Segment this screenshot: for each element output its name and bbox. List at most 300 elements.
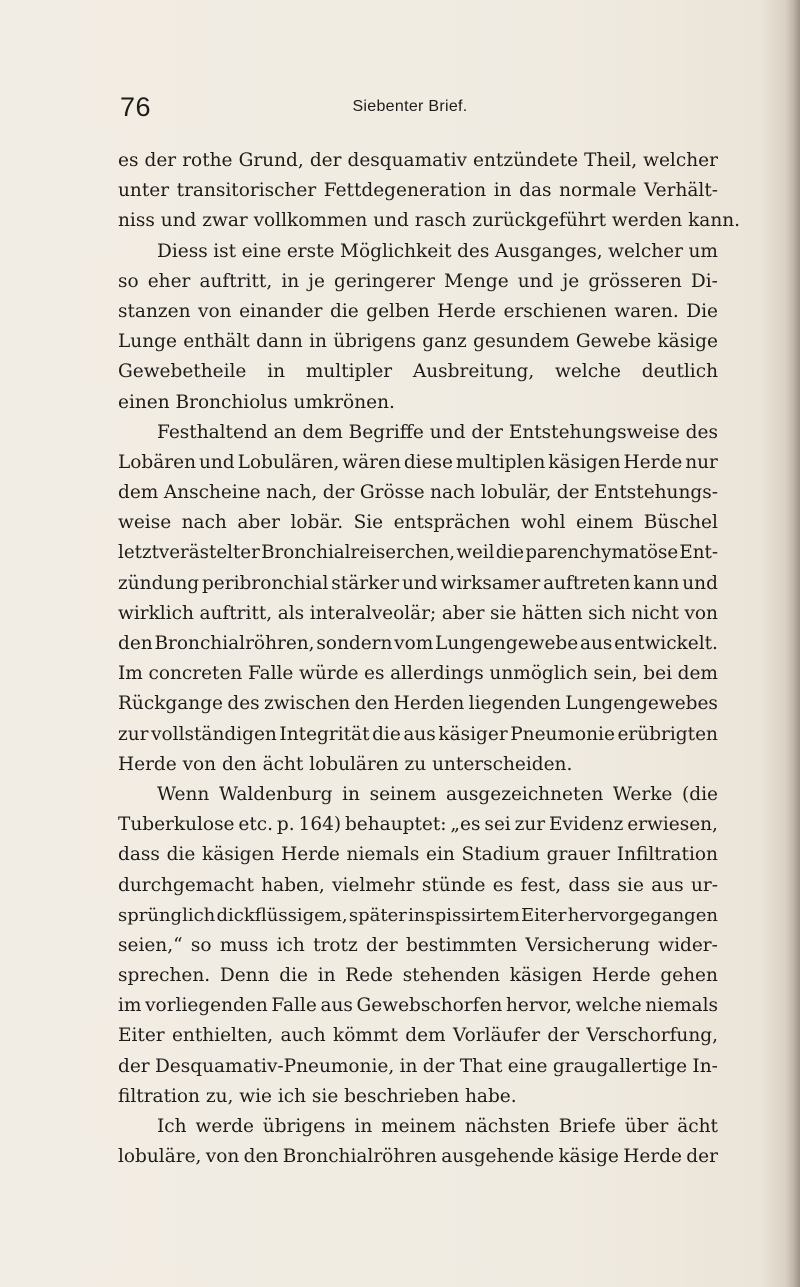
word: wider- (658, 934, 718, 956)
text-line (118, 1021, 718, 1051)
word: Lobären (118, 451, 197, 473)
word: concreten (148, 663, 243, 685)
line-text (118, 538, 718, 568)
word: der (144, 150, 177, 171)
word: die (166, 844, 196, 866)
word: Gewebe (575, 331, 652, 353)
line-text (118, 599, 718, 629)
word: sprechen. (118, 965, 211, 987)
line-text: Herde von den ächt lobulären zu unterscheiden. (118, 753, 573, 775)
line-text: filtration zu, wie ich sie beschrieben habe. (118, 1085, 517, 1107)
word: von (684, 602, 718, 624)
word: Theil, (584, 150, 638, 171)
word: das (519, 180, 552, 202)
line-text (118, 176, 718, 206)
line-text (118, 478, 718, 508)
word: Eiter (521, 904, 567, 926)
word: vielmehr (332, 874, 415, 896)
word: transitorischer (176, 180, 317, 202)
word: grauer (546, 844, 611, 866)
word: Fettdegeneration (323, 180, 487, 202)
word: Stadium (461, 844, 540, 866)
word: ausgehende (441, 1146, 555, 1168)
text-line (118, 1052, 718, 1082)
word: niemals (346, 844, 420, 866)
text-line (118, 1112, 718, 1142)
word: übrigens (333, 331, 416, 353)
word: sie (617, 874, 644, 896)
word: des (227, 693, 260, 715)
word: Infiltration (616, 844, 718, 866)
word: Rede (345, 965, 393, 987)
word: hätten (521, 602, 583, 624)
word: Anscheine (163, 482, 261, 504)
word: Ausganges, (494, 240, 603, 262)
word: wären (342, 451, 401, 473)
word: Ich (157, 1116, 187, 1137)
word: lobulär, (480, 482, 552, 504)
word: Briefe (558, 1116, 616, 1137)
word: Vorläufer (452, 1025, 541, 1047)
word: der (686, 1146, 718, 1168)
word: sei (484, 814, 511, 836)
word: weise (118, 512, 172, 534)
word: vorliegenden (145, 995, 268, 1017)
line-text (118, 508, 718, 538)
text-line (118, 780, 718, 810)
text-line (118, 991, 718, 1021)
word: entwickelt. (614, 633, 718, 654)
word: eher (147, 270, 191, 292)
word: peribronchial (201, 572, 329, 594)
word: welcher (608, 240, 683, 262)
word: in (493, 180, 512, 202)
word: Herde (591, 965, 651, 987)
word: käsige (657, 331, 718, 353)
word: übrigens (262, 1116, 346, 1137)
text-line (118, 569, 718, 599)
word: die (330, 300, 359, 322)
paragraph (118, 418, 718, 780)
word: in (317, 965, 336, 987)
word: graugallertige (552, 1055, 688, 1077)
word: nach, (266, 482, 318, 504)
line-text (118, 267, 718, 297)
word: ist (213, 240, 237, 262)
word: in (399, 1055, 418, 1077)
word: in (354, 1116, 373, 1137)
line-text (118, 991, 718, 1021)
word: einem (575, 512, 634, 534)
word: und (401, 572, 438, 594)
word: einander (239, 300, 323, 322)
word: welche (555, 361, 621, 383)
word: würde (299, 663, 359, 685)
word: vom (394, 633, 434, 654)
word: wohl (520, 512, 566, 534)
word: der (471, 421, 503, 443)
word: zur (118, 723, 149, 745)
word: aus (579, 633, 613, 654)
word: Herde (623, 451, 683, 473)
line-text (118, 357, 718, 387)
word: geringerer (334, 270, 435, 292)
body-text (118, 146, 741, 1172)
word: aber (441, 602, 485, 624)
word: lobär. (290, 512, 344, 534)
word: von (205, 1146, 240, 1168)
text-line (118, 297, 718, 327)
word: dann (256, 331, 303, 353)
word: In- (692, 1055, 718, 1077)
text-line (118, 659, 718, 689)
word: Wenn (157, 783, 210, 805)
text-line (118, 1082, 718, 1112)
word: wirklich (118, 602, 194, 624)
line-text (157, 418, 718, 448)
word: etc. (238, 814, 274, 836)
line-text (118, 1142, 718, 1172)
text-line (118, 176, 718, 206)
text-line (118, 267, 718, 297)
text-line (118, 418, 718, 448)
text-line (118, 388, 718, 418)
word: Lobulären, (237, 451, 340, 473)
word: grösseren (588, 270, 682, 292)
word: unmöglich (489, 663, 588, 685)
word: Lungengewebe (435, 633, 579, 654)
word: Lungengewebes (565, 693, 718, 715)
word: um (688, 240, 718, 262)
word: (die (682, 783, 718, 805)
word: Verhält- (644, 180, 718, 202)
word: normale (559, 180, 637, 202)
word: käsigen (202, 844, 275, 866)
word: welche (575, 995, 642, 1017)
word: in (267, 361, 286, 383)
word: parenchymatöse (525, 542, 679, 564)
word: Ent- (679, 542, 718, 564)
word: käsigen (548, 451, 621, 473)
word: 164) (298, 814, 342, 836)
word: trotz (313, 934, 358, 956)
line-text (118, 1052, 718, 1082)
word: meinem (381, 1116, 456, 1137)
word: erwiesen, (627, 814, 718, 836)
word: bei (643, 663, 672, 685)
word: Ausbreitung, (412, 361, 535, 383)
word: die (372, 723, 401, 745)
word: bestimmten (405, 934, 518, 956)
word: es (118, 150, 139, 171)
word: Festhaltend (157, 421, 268, 443)
word: zwischen (264, 693, 351, 715)
word: Lunge (118, 331, 177, 353)
line-text: einen Bronchiolus umkrönen. (118, 391, 395, 413)
word: haben, (261, 874, 325, 896)
line-text (118, 901, 718, 931)
page-number: 76 (120, 92, 152, 122)
word: zur (514, 814, 546, 836)
line-text (118, 146, 718, 176)
word: seien,“ (118, 934, 183, 956)
text-line (118, 357, 718, 387)
line-text (118, 629, 718, 659)
word: der (556, 482, 589, 504)
word: vollständigen (151, 723, 277, 745)
word: Denn (219, 965, 270, 987)
word: waren. (614, 300, 679, 322)
word: niemals (645, 995, 718, 1017)
word: dass (118, 844, 160, 866)
word: der (547, 1025, 580, 1047)
text-line (118, 146, 718, 176)
word: Di- (690, 270, 718, 292)
word: multipler (305, 361, 393, 383)
word: ächt (677, 1116, 718, 1137)
word: Werke (612, 783, 673, 805)
text-line (118, 720, 718, 750)
word: welcher (643, 150, 718, 171)
word: Bronchialreiserchen, (261, 542, 456, 564)
line-text (118, 659, 718, 689)
word: gehen (660, 965, 718, 987)
word: aber (237, 512, 280, 534)
word: käsigen (509, 965, 583, 987)
word: stanzen (118, 300, 191, 322)
word: eine (241, 240, 282, 262)
word: Rückgange (118, 693, 223, 715)
line-text (118, 569, 718, 599)
word: wirksamer (440, 572, 541, 594)
word: in (281, 270, 300, 292)
word: Herde (623, 1146, 682, 1168)
text-line (118, 961, 718, 991)
line-text (157, 237, 718, 267)
line-text (118, 810, 718, 840)
word: und (517, 270, 554, 292)
line-text (118, 327, 718, 357)
word: die (279, 965, 308, 987)
word: stärker (331, 572, 400, 594)
word: nächsten (464, 1116, 550, 1137)
page-edge-shadow (786, 0, 800, 1287)
word: die (495, 542, 525, 564)
word: sich (588, 602, 626, 624)
word: je (308, 270, 325, 292)
text-line (118, 901, 718, 931)
word: der (322, 482, 355, 504)
word: erste (286, 240, 335, 262)
word: der (366, 934, 398, 956)
word: gelben (366, 300, 430, 322)
word: allerdings (390, 663, 484, 685)
word: Eiter (118, 1025, 165, 1047)
word: rothe (182, 150, 233, 171)
word: Entstehungs- (593, 482, 718, 504)
word: käsige (558, 1146, 619, 1168)
word: deutlich (641, 361, 718, 383)
page-header (120, 92, 700, 132)
text-line (118, 599, 718, 629)
word: Integrität (279, 723, 370, 745)
word: Verschorfung, (586, 1025, 718, 1047)
word: Entstehungsweise (508, 421, 680, 443)
word: Gewebetheile (118, 361, 247, 383)
text-line (118, 750, 718, 780)
text-line (118, 237, 718, 267)
text-line (118, 478, 718, 508)
word: in (342, 783, 360, 805)
word: und (429, 421, 466, 443)
word: enthält (183, 331, 250, 353)
word: als (277, 602, 305, 624)
word: Tuberkulose (118, 814, 235, 836)
word: Grösse (359, 482, 425, 504)
word: käsiger (438, 723, 508, 745)
word: Desquamativ-Pneumonie, (154, 1055, 395, 1077)
word: Herden (393, 693, 465, 715)
line-text (157, 1112, 718, 1142)
word: so (118, 270, 139, 292)
word: multiplen (455, 451, 546, 473)
line-text: niss und zwar vollkommen und rasch zurückgeführt werden kann. (118, 210, 741, 232)
text-line (118, 840, 718, 870)
word: Falle (247, 663, 294, 685)
word: erübrigten (617, 723, 718, 745)
word: aus (320, 995, 353, 1017)
word: weil (456, 542, 495, 564)
text-line (118, 508, 718, 538)
word: eine (507, 1055, 548, 1077)
word: stünde (421, 874, 486, 896)
word: ganz (422, 331, 467, 353)
word: ein (426, 844, 455, 866)
word: seinem (369, 783, 437, 805)
word: Falle (271, 995, 317, 1017)
word: unter (118, 180, 170, 202)
word: aus (403, 723, 436, 745)
word: Herde (281, 844, 340, 866)
word: und (682, 572, 718, 594)
word: auftritt, (199, 270, 273, 292)
word: der (422, 1055, 455, 1077)
word: nach (430, 482, 476, 504)
text-line (118, 327, 718, 357)
word: zündung (118, 572, 200, 594)
word: erschienen (503, 300, 607, 322)
word: kömmt (333, 1025, 398, 1047)
word: stehenden (402, 965, 501, 987)
word: den (243, 1146, 279, 1168)
word: des (457, 240, 490, 262)
word: der (309, 150, 342, 171)
word: hervor, (506, 995, 572, 1017)
word: dem (302, 421, 343, 443)
text-line (118, 206, 741, 236)
word: Versicherung (525, 934, 650, 956)
word: Pneumonie (510, 723, 615, 745)
word: werde (195, 1116, 254, 1137)
word: den (354, 693, 390, 715)
word: fest, (520, 874, 562, 896)
line-text (118, 840, 718, 870)
word: „es (450, 814, 481, 836)
word: es (492, 874, 514, 896)
word: nach (181, 512, 227, 534)
text-line (118, 448, 718, 478)
paragraph (118, 237, 718, 418)
word: letztverästelter (118, 542, 260, 564)
word: auftreten (543, 572, 631, 594)
line-text (118, 297, 718, 327)
word: lobuläre, (118, 1146, 202, 1168)
word: der (118, 1055, 150, 1077)
word: dass (568, 874, 611, 896)
word: hervorgegangen (567, 904, 718, 926)
running-head: Siebenter Brief. (352, 98, 468, 115)
word: nur (685, 451, 718, 473)
word: durchgemacht (118, 874, 254, 896)
word: aus (651, 874, 684, 896)
word: dickflüssigem, (216, 904, 348, 926)
word: Waldenburg (218, 783, 333, 805)
word: im (118, 995, 142, 1017)
line-text (157, 780, 718, 810)
word: ausgezeichneten (445, 783, 604, 805)
line-text (118, 448, 718, 478)
line-text (118, 720, 718, 750)
paragraph (118, 780, 718, 1112)
word: über (624, 1116, 669, 1137)
text-line (118, 810, 718, 840)
word: Diess (157, 240, 208, 262)
text-line (118, 629, 718, 659)
word: Im (118, 663, 143, 685)
word: behauptet: (344, 814, 447, 836)
word: auch (280, 1025, 326, 1047)
word: gesundem (473, 331, 570, 353)
word: Evidenz (548, 814, 624, 836)
word: dem (677, 663, 718, 685)
paragraph (118, 1112, 718, 1172)
word: Die (686, 300, 718, 322)
word: den (118, 633, 153, 654)
word: Möglichkeit (340, 240, 452, 262)
word: p. (276, 814, 295, 836)
word: sie (490, 602, 517, 624)
word: Begriffe (348, 421, 424, 443)
word: inspissirtem (408, 904, 520, 926)
word: Herde (437, 300, 496, 322)
text-line (118, 871, 718, 901)
word: muss (219, 934, 269, 956)
word: so (190, 934, 212, 956)
word: und (198, 451, 235, 473)
line-text (118, 961, 718, 991)
word: in (309, 331, 327, 353)
word: interalveolär; (309, 602, 437, 624)
text-line (118, 1142, 718, 1172)
text-line (118, 931, 718, 961)
text-line (118, 538, 718, 568)
word: des (685, 421, 718, 443)
word: Sie (353, 512, 384, 534)
word: Gewebschorfen (356, 995, 503, 1017)
paragraph (118, 146, 741, 237)
word: entzündete (473, 150, 579, 171)
word: auftritt, (199, 602, 273, 624)
